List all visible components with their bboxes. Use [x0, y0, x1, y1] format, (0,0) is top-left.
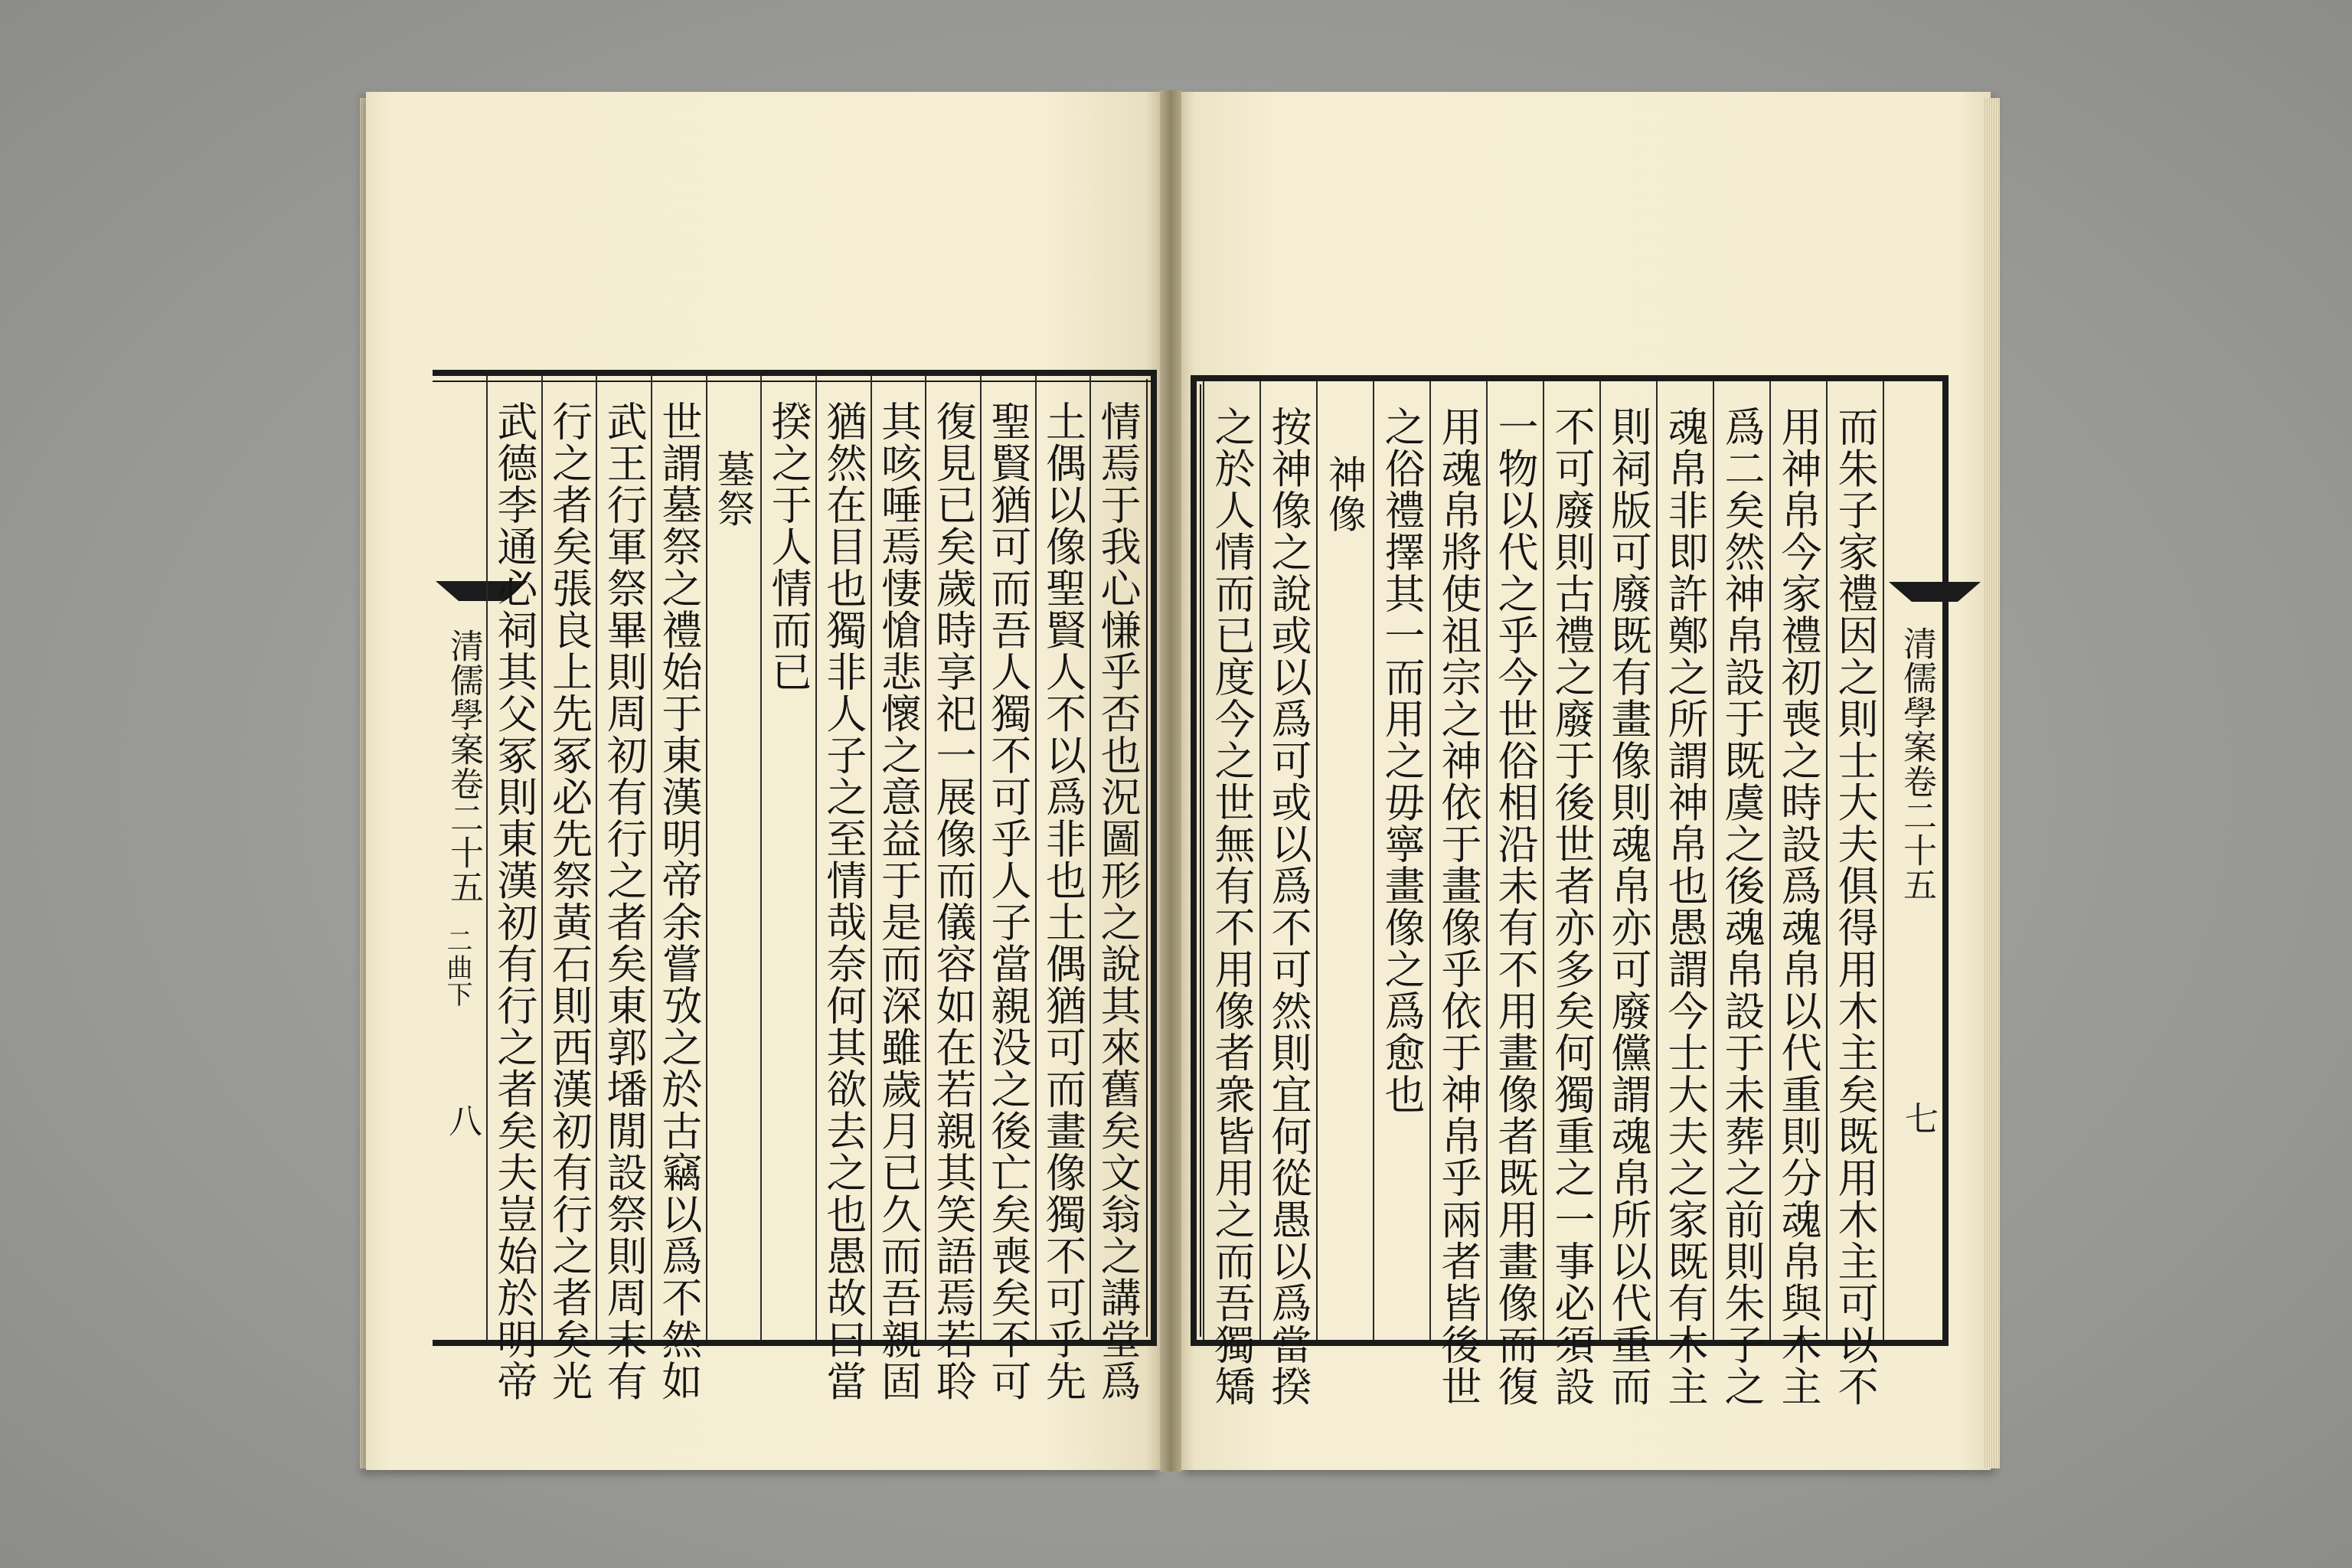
column-rule: [1316, 381, 1318, 1340]
text-column: 爲二矣然神帛設于既虞之後魂帛設于未葬之前則朱子之: [1718, 406, 1765, 1407]
right-page-edges: [1983, 98, 2000, 1468]
band-rule: [486, 376, 488, 1340]
column-rule: [596, 376, 597, 1340]
text-column: 武德李通必祠其父冢則東漢初有行之者矣夫豈始於明帝: [490, 400, 537, 1402]
column-rule: [706, 376, 707, 1340]
column-rule: [1089, 376, 1091, 1340]
left-band-title: 清儒學案卷二十五: [444, 629, 483, 904]
column-rule: [1769, 381, 1771, 1340]
text-column: 按神像之說或以爲可或以爲不可然則宜何從愚以爲當揆: [1265, 406, 1312, 1407]
section-heading: 神像: [1322, 455, 1367, 534]
text-column: 武王行軍祭畢則周初有行之者矣東郭墦閒設祭則周末有: [600, 400, 648, 1402]
column-rule: [651, 376, 652, 1340]
text-column: 之俗禮擇其一而用之毋寧畫像之爲愈也: [1378, 406, 1425, 1116]
left-page-number: 八: [443, 1103, 482, 1137]
text-column: 用魂帛將使祖宗之神依于畫像乎依于神帛乎兩者皆後世: [1435, 406, 1481, 1407]
band-rule: [1883, 381, 1884, 1340]
text-column: 魂帛非即許鄭之所謂神帛也愚謂今士大夫之家既有木主: [1661, 406, 1708, 1407]
text-column: 其咳唾焉悽愴悲懷之意益于是而深雖歲月已久而吾親固: [874, 400, 922, 1402]
text-column: 用神帛今家禮初喪之時設爲魂帛以代重則分魂帛與木主: [1775, 406, 1821, 1407]
column-rule: [1203, 381, 1204, 1340]
left-band-subtitle: 二曲下: [442, 927, 472, 1008]
column-rule: [1826, 381, 1828, 1340]
column-rule: [1599, 381, 1601, 1340]
column-rule: [1373, 381, 1374, 1340]
text-column: 情焉于我心慊乎否也況圖形之說其來舊矣文翁之講堂爲: [1094, 400, 1142, 1402]
fishtail-mark: [1889, 582, 1981, 602]
column-rule: [1656, 381, 1658, 1340]
text-column: 則祠版可廢既有畫像則魂帛亦可廢儻謂魂帛所以代重而: [1605, 406, 1651, 1407]
left-page-frame: [433, 370, 1157, 1402]
text-column: 一物以代之乎今世俗相沿未有不用畫像者既用畫像而復: [1491, 406, 1538, 1407]
text-column: 世謂墓祭之禮始于東漢明帝余嘗攷之於古竊以爲不然如: [655, 400, 702, 1402]
text-column: 之於人情而已度今之世無有不用像者衆皆用之而吾獨矯: [1208, 406, 1255, 1407]
section-heading: 墓祭: [710, 449, 756, 528]
column-rule: [925, 376, 926, 1340]
right-band-title: 清儒學案卷二十五: [1897, 626, 1936, 902]
column-rule: [1713, 381, 1714, 1340]
text-column: 復見已矣歲時享祀一展像而儀容如在若親其笑語焉若聆: [929, 400, 977, 1402]
text-column: 行之者矣張良上先冢必先祭黃石則西漢初有行之者矣光: [545, 400, 593, 1402]
column-rule: [871, 376, 872, 1340]
text-column: 猶然在目也獨非人子之至情哉奈何其欲去之也愚故曰當: [819, 400, 867, 1402]
text-column: 聖賢猶可而吾人獨不可乎人子當親没之後亡矣喪矣不可: [984, 400, 1031, 1402]
text-column: 土偶以像聖賢人不以爲非也土偶猶可而畫像獨不可乎先: [1039, 400, 1086, 1402]
right-page-frame: [1191, 375, 1949, 1407]
column-rule: [980, 376, 982, 1340]
column-rule: [1429, 381, 1431, 1340]
column-rule: [815, 376, 817, 1340]
left-page-band: [433, 376, 486, 1340]
column-rule: [1259, 381, 1261, 1340]
text-column: 不可廢則古禮之廢于後世者亦多矣何獨重之一事必須設: [1548, 406, 1595, 1407]
column-rule: [1543, 381, 1544, 1340]
book-gutter: [1160, 90, 1181, 1472]
text-column: 揆之于人情而已: [765, 400, 812, 693]
column-rule: [541, 376, 543, 1340]
column-rule: [760, 376, 762, 1340]
right-page-number: 七: [1899, 1101, 1938, 1135]
right-page-band: [1886, 381, 1939, 1340]
column-rule: [1486, 381, 1488, 1340]
column-rule: [1035, 376, 1037, 1340]
text-column: 而朱子家禮因之則士大夫俱得用木主矣既用木主可以不: [1831, 406, 1878, 1407]
